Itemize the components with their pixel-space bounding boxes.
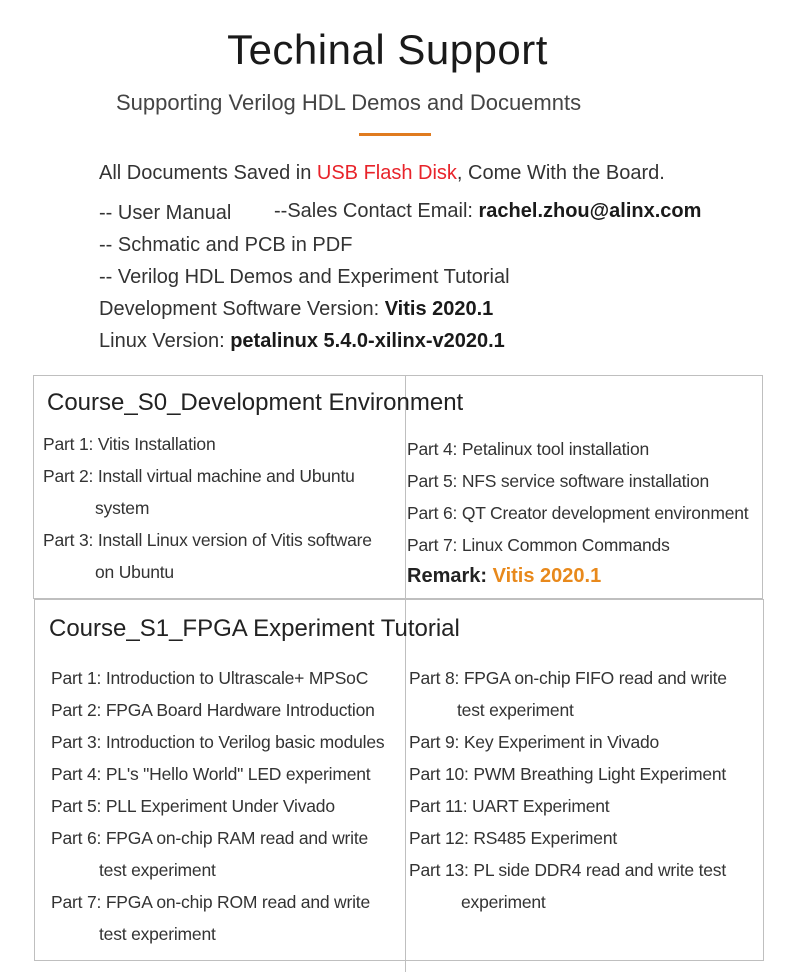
s1-part-1: Part 1: Introduction to Ultrascale+ MPSoC — [51, 668, 369, 688]
s0-part-2-cont: system — [95, 498, 150, 518]
saved-line — [99, 162, 665, 185]
sales-email-line — [274, 200, 701, 223]
linux-label: Linux Version: — [99, 330, 231, 352]
s1-part-2: Part 2: FPGA Board Hardware Introduction — [51, 700, 375, 720]
s0-part-3-cont: on Ubuntu — [95, 562, 174, 582]
s0-part-1: Part 1: Vitis Installation — [43, 434, 216, 454]
linux-value: petalinux 5.4.0-xilinx-v2020.1 — [230, 330, 505, 352]
demos-item: -- Verilog HDL Demos and Experiment Tutorial — [99, 266, 510, 288]
s1-part-13: Part 13: PL side DDR4 read and write test — [409, 860, 727, 880]
s1-part-8-cont: test experiment — [457, 700, 574, 720]
dev-label: Development Software Version: — [99, 298, 385, 320]
s0-part-4: Part 4: Petalinux tool installation — [407, 439, 650, 459]
s1-part-8: Part 8: FPGA on-chip FIFO read and write — [409, 668, 727, 688]
s1-part-5: Part 5: PLL Experiment Under Vivado — [51, 796, 335, 816]
s0-part-3: Part 3: Install Linux version of Vitis software — [43, 530, 372, 550]
s1-part-9: Part 9: Key Experiment in Vivado — [409, 732, 660, 752]
s1-part-7: Part 7: FPGA on-chip ROM read and write — [51, 892, 371, 912]
title-underline — [359, 133, 431, 136]
s0-part-2: Part 2: Install virtual machine and Ubuntu — [43, 466, 355, 486]
email-value: rachel.zhou@alinx.com — [478, 200, 702, 222]
schematic-item: -- Schmatic and PCB in PDF — [99, 234, 353, 256]
s0-part-5: Part 5: NFS service software installation — [407, 471, 710, 491]
dev-software-line — [99, 298, 493, 321]
dev-value: Vitis 2020.1 — [384, 298, 494, 320]
usb-flash-disk-text: USB Flash Disk — [316, 162, 457, 184]
s1-part-12: Part 12: RS485 Experiment — [409, 828, 618, 848]
s1-part-6-cont: test experiment — [99, 860, 216, 880]
s1-part-10: Part 10: PWM Breathing Light Experiment — [409, 764, 727, 784]
s1-part-6: Part 6: FPGA on-chip RAM read and write — [51, 828, 369, 848]
course-s1-divider — [405, 599, 406, 972]
s0-remark — [407, 565, 601, 588]
page-subtitle: Supporting Verilog HDL Demos and Docuemnts — [116, 90, 582, 115]
saved-suffix: , Come With the Board. — [456, 162, 665, 184]
s1-part-11: Part 11: UART Experiment — [409, 796, 610, 816]
course-s1-title: Course_S1_FPGA Experiment Tutorial — [49, 615, 460, 642]
s1-part-3: Part 3: Introduction to Verilog basic modules — [51, 732, 385, 752]
s1-part-7-cont: test experiment — [99, 924, 216, 944]
s0-part-7: Part 7: Linux Common Commands — [407, 535, 670, 555]
user-manual-item: -- User Manual — [99, 202, 232, 224]
s1-part-4: Part 4: PL's "Hello World" LED experiment — [51, 764, 371, 784]
email-label: --Sales Contact Email: — [274, 200, 479, 222]
course-s0-title: Course_S0_Development Environment — [47, 389, 464, 416]
remark-label: Remark: — [407, 565, 493, 587]
remark-value: Vitis 2020.1 — [492, 565, 602, 587]
s0-part-6: Part 6: QT Creator development environment — [407, 503, 749, 523]
saved-prefix: All Documents Saved in — [99, 162, 317, 184]
linux-version-line — [99, 330, 505, 353]
s1-part-13-cont: experiment — [461, 892, 546, 912]
page-title: Techinal Support — [227, 26, 548, 73]
